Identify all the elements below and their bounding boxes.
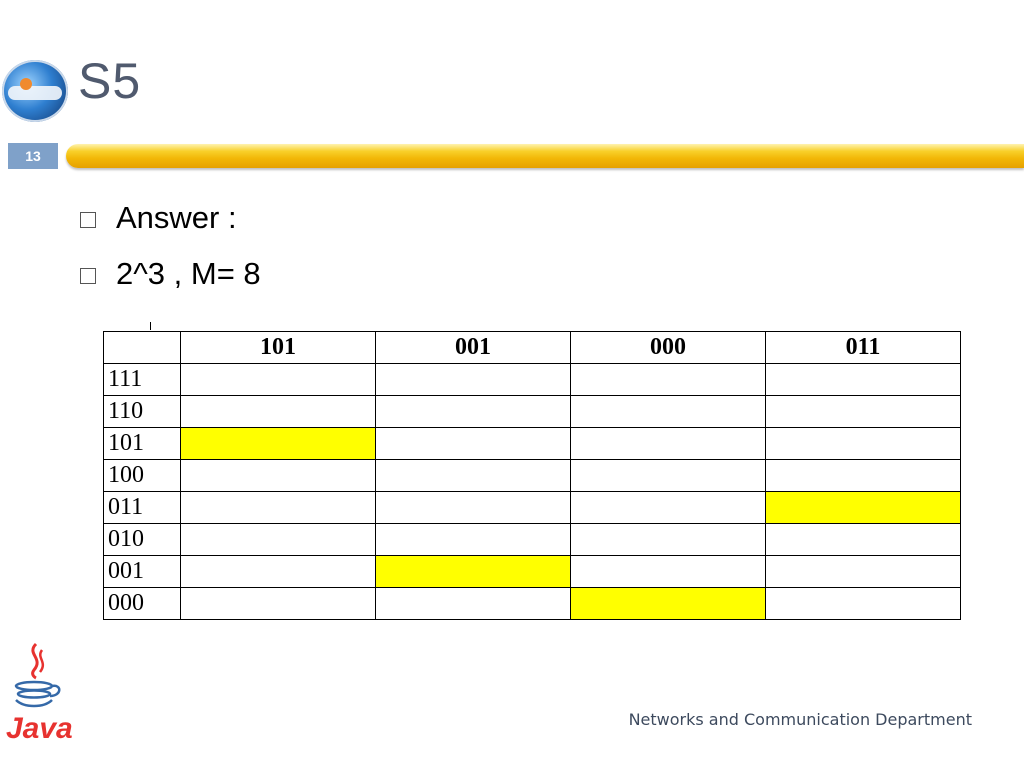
table-row	[104, 364, 961, 396]
row-header: 101	[104, 428, 181, 460]
row-header: 111	[104, 364, 181, 396]
table-cell	[766, 364, 961, 396]
java-logo-text: Java	[6, 712, 73, 745]
column-header: 001	[376, 332, 571, 364]
table-cell	[181, 396, 376, 428]
highlighted-cell	[766, 492, 961, 524]
highlighted-cell	[181, 428, 376, 460]
table-row	[104, 492, 961, 524]
table-cell	[376, 492, 571, 524]
table-cell	[571, 428, 766, 460]
row-header: 001	[104, 556, 181, 588]
table-row	[104, 396, 961, 428]
row-header: 110	[104, 396, 181, 428]
square-bullet-icon	[80, 212, 96, 228]
table-cell	[181, 492, 376, 524]
table-cell	[181, 524, 376, 556]
title-divider-bar	[66, 144, 1024, 168]
table-cell	[376, 364, 571, 396]
table-cell	[181, 588, 376, 620]
highlighted-cell	[376, 556, 571, 588]
bullet-text: 2^3 , M= 8	[116, 256, 261, 291]
table-cell	[766, 460, 961, 492]
highlighted-cell	[571, 588, 766, 620]
row-header: 000	[104, 588, 181, 620]
table-cell	[571, 460, 766, 492]
table-row	[104, 524, 961, 556]
row-header: 011	[104, 492, 181, 524]
table-cell	[181, 460, 376, 492]
table-cell	[181, 364, 376, 396]
table-cell	[571, 556, 766, 588]
table-cell	[376, 428, 571, 460]
table-cell	[181, 556, 376, 588]
table-cell	[376, 588, 571, 620]
table-cell	[766, 524, 961, 556]
table-row	[104, 460, 961, 492]
table-corner-cell	[104, 332, 181, 364]
bullet-list	[80, 190, 261, 302]
globe-logo-icon	[2, 60, 68, 122]
footer-text: Networks and Communication Department	[628, 710, 972, 729]
table-cell	[766, 396, 961, 428]
column-header: 000	[571, 332, 766, 364]
java-logo-icon	[6, 640, 73, 750]
table-tick-mark	[150, 322, 151, 330]
bullet-item	[80, 190, 261, 246]
table-cell	[376, 524, 571, 556]
row-header: 010	[104, 524, 181, 556]
table-header-row	[104, 332, 961, 364]
bullet-item	[80, 246, 261, 302]
table-cell	[766, 588, 961, 620]
row-header: 100	[104, 460, 181, 492]
slide-number: 13	[8, 143, 58, 169]
table-row	[104, 428, 961, 460]
table-cell	[571, 396, 766, 428]
column-header: 101	[181, 332, 376, 364]
slide-title: S5	[78, 53, 142, 109]
table-cell	[766, 428, 961, 460]
table-cell	[376, 396, 571, 428]
mapping-table	[103, 331, 961, 620]
column-header: 011	[766, 332, 961, 364]
table-row	[104, 556, 961, 588]
table-row	[104, 588, 961, 620]
table-cell	[571, 364, 766, 396]
table-cell	[571, 492, 766, 524]
table-cell	[766, 556, 961, 588]
table-cell	[571, 524, 766, 556]
bullet-text: Answer :	[116, 200, 237, 235]
table-cell	[376, 460, 571, 492]
square-bullet-icon	[80, 268, 96, 284]
